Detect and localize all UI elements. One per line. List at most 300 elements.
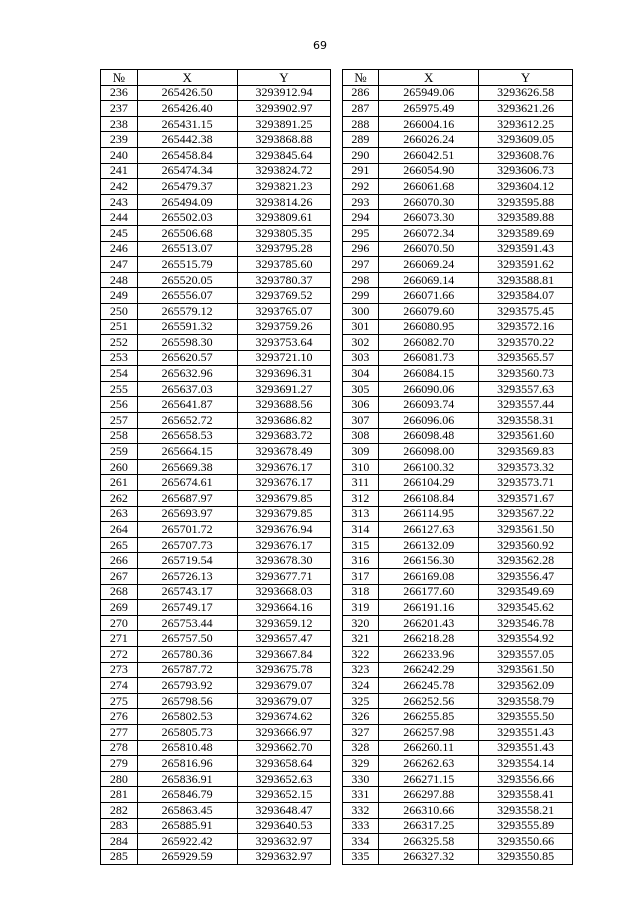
x-coordinate: 266218.28	[379, 631, 479, 647]
column-gap	[331, 646, 342, 662]
y-coordinate: 3293573.71	[479, 475, 573, 491]
point-number: 314	[342, 522, 379, 538]
table-row	[101, 381, 573, 397]
table-row	[101, 444, 573, 460]
x-coordinate: 266262.63	[379, 756, 479, 772]
point-number: 299	[342, 288, 379, 304]
y-coordinate: 3293632.97	[237, 834, 331, 850]
x-coordinate: 266191.16	[379, 600, 479, 616]
column-gap	[331, 537, 342, 553]
x-coordinate: 266127.63	[379, 522, 479, 538]
y-coordinate: 3293560.73	[479, 366, 573, 382]
table-row	[101, 802, 573, 818]
table-row	[101, 428, 573, 444]
point-number: 285	[101, 849, 138, 865]
y-coordinate: 3293595.88	[479, 194, 573, 210]
table-row	[101, 335, 573, 351]
y-coordinate: 3293677.71	[237, 569, 331, 585]
x-coordinate: 266096.06	[379, 413, 479, 429]
point-number: 275	[101, 693, 138, 709]
point-number: 330	[342, 771, 379, 787]
y-coordinate: 3293765.07	[237, 303, 331, 319]
y-coordinate: 3293675.78	[237, 662, 331, 678]
y-coordinate: 3293612.25	[479, 116, 573, 132]
x-coordinate: 265846.79	[137, 787, 237, 803]
y-coordinate: 3293668.03	[237, 584, 331, 600]
column-gap	[331, 724, 342, 740]
x-coordinate: 265726.13	[137, 569, 237, 585]
point-number: 326	[342, 709, 379, 725]
point-number: 237	[101, 101, 138, 117]
x-coordinate: 266090.06	[379, 381, 479, 397]
table-row	[101, 319, 573, 335]
x-coordinate: 265753.44	[137, 615, 237, 631]
point-number: 312	[342, 491, 379, 507]
y-coordinate: 3293902.97	[237, 101, 331, 117]
y-coordinate: 3293561.50	[479, 522, 573, 538]
y-coordinate: 3293555.50	[479, 709, 573, 725]
column-gap	[331, 101, 342, 117]
table-row	[101, 709, 573, 725]
y-coordinate: 3293604.12	[479, 179, 573, 195]
point-number: 253	[101, 350, 138, 366]
x-coordinate: 266252.56	[379, 693, 479, 709]
y-coordinate: 3293785.60	[237, 257, 331, 273]
y-coordinate: 3293591.43	[479, 241, 573, 257]
x-coordinate: 265664.15	[137, 444, 237, 460]
y-coordinate: 3293626.58	[479, 85, 573, 101]
y-coordinate: 3293658.64	[237, 756, 331, 772]
point-number: 329	[342, 756, 379, 772]
point-number: 315	[342, 537, 379, 553]
x-coordinate: 266177.60	[379, 584, 479, 600]
x-coordinate: 265506.68	[137, 225, 237, 241]
x-coordinate: 266071.66	[379, 288, 479, 304]
table-row	[101, 163, 573, 179]
y-coordinate: 3293608.76	[479, 147, 573, 163]
x-coordinate: 266026.24	[379, 132, 479, 148]
x-coordinate: 265757.50	[137, 631, 237, 647]
table-row	[101, 397, 573, 413]
x-coordinate: 266069.14	[379, 272, 479, 288]
x-coordinate: 265863.45	[137, 802, 237, 818]
point-number: 297	[342, 257, 379, 273]
point-number: 263	[101, 506, 138, 522]
point-number: 301	[342, 319, 379, 335]
point-number: 271	[101, 631, 138, 647]
x-coordinate: 266325.58	[379, 834, 479, 850]
column-gap	[331, 225, 342, 241]
x-coordinate: 266069.24	[379, 257, 479, 273]
column-gap	[331, 802, 342, 818]
point-number: 282	[101, 802, 138, 818]
table-row	[101, 506, 573, 522]
x-coordinate: 266073.30	[379, 210, 479, 226]
y-coordinate: 3293691.27	[237, 381, 331, 397]
column-gap	[331, 179, 342, 195]
y-coordinate: 3293551.43	[479, 724, 573, 740]
point-number: 334	[342, 834, 379, 850]
table-header-row	[101, 70, 573, 86]
column-gap	[331, 771, 342, 787]
x-coordinate: 266081.73	[379, 350, 479, 366]
x-coordinate: 265513.07	[137, 241, 237, 257]
point-number: 256	[101, 397, 138, 413]
x-coordinate: 266070.30	[379, 194, 479, 210]
x-coordinate: 265641.87	[137, 397, 237, 413]
y-coordinate: 3293569.83	[479, 444, 573, 460]
x-coordinate: 265885.91	[137, 818, 237, 834]
y-coordinate: 3293686.82	[237, 413, 331, 429]
point-number: 332	[342, 802, 379, 818]
y-coordinate: 3293609.05	[479, 132, 573, 148]
point-number: 280	[101, 771, 138, 787]
x-coordinate: 266042.51	[379, 147, 479, 163]
x-coordinate: 266070.50	[379, 241, 479, 257]
y-coordinate: 3293549.69	[479, 584, 573, 600]
y-coordinate: 3293648.47	[237, 802, 331, 818]
point-number: 262	[101, 491, 138, 507]
x-coordinate: 266233.96	[379, 646, 479, 662]
y-coordinate: 3293753.64	[237, 335, 331, 351]
point-number: 245	[101, 225, 138, 241]
y-coordinate: 3293679.07	[237, 693, 331, 709]
y-coordinate: 3293662.70	[237, 740, 331, 756]
table-row	[101, 662, 573, 678]
column-gap	[331, 241, 342, 257]
point-number: 318	[342, 584, 379, 600]
column-gap	[331, 257, 342, 273]
x-coordinate: 266061.68	[379, 179, 479, 195]
y-coordinate: 3293558.41	[479, 787, 573, 803]
point-number: 323	[342, 662, 379, 678]
x-coordinate: 266156.30	[379, 553, 479, 569]
point-number: 270	[101, 615, 138, 631]
x-coordinate: 266327.32	[379, 849, 479, 865]
table-row	[101, 646, 573, 662]
column-gap	[331, 428, 342, 444]
point-number: 276	[101, 709, 138, 725]
x-coordinate: 266082.70	[379, 335, 479, 351]
y-coordinate: 3293657.47	[237, 631, 331, 647]
point-number: 309	[342, 444, 379, 460]
y-coordinate: 3293676.17	[237, 537, 331, 553]
x-coordinate: 266084.15	[379, 366, 479, 382]
point-number: 265	[101, 537, 138, 553]
point-number: 254	[101, 366, 138, 382]
y-coordinate: 3293868.88	[237, 132, 331, 148]
point-number: 252	[101, 335, 138, 351]
y-coordinate: 3293565.57	[479, 350, 573, 366]
point-number: 304	[342, 366, 379, 382]
point-number: 321	[342, 631, 379, 647]
table-row	[101, 787, 573, 803]
point-number: 305	[342, 381, 379, 397]
x-coordinate: 266098.00	[379, 444, 479, 460]
x-coordinate: 266114.95	[379, 506, 479, 522]
point-number: 240	[101, 147, 138, 163]
point-number: 328	[342, 740, 379, 756]
x-coordinate: 265556.07	[137, 288, 237, 304]
point-number: 313	[342, 506, 379, 522]
y-coordinate: 3293546.78	[479, 615, 573, 631]
column-gap	[331, 631, 342, 647]
x-coordinate: 266093.74	[379, 397, 479, 413]
table-row	[101, 241, 573, 257]
point-number: 281	[101, 787, 138, 803]
point-number: 290	[342, 147, 379, 163]
y-coordinate: 3293809.61	[237, 210, 331, 226]
y-coordinate: 3293561.50	[479, 662, 573, 678]
point-number: 306	[342, 397, 379, 413]
y-coordinate: 3293545.62	[479, 600, 573, 616]
point-number: 261	[101, 475, 138, 491]
column-gap	[331, 600, 342, 616]
x-coordinate: 266100.32	[379, 459, 479, 475]
table-row	[101, 85, 573, 101]
x-coordinate: 266004.16	[379, 116, 479, 132]
y-coordinate: 3293551.43	[479, 740, 573, 756]
y-coordinate: 3293588.81	[479, 272, 573, 288]
point-number: 327	[342, 724, 379, 740]
point-number: 283	[101, 818, 138, 834]
x-coordinate: 265802.53	[137, 709, 237, 725]
x-coordinate: 265749.17	[137, 600, 237, 616]
table-row	[101, 849, 573, 865]
y-coordinate: 3293679.07	[237, 678, 331, 694]
y-coordinate: 3293555.89	[479, 818, 573, 834]
x-coordinate: 265922.42	[137, 834, 237, 850]
column-gap	[331, 740, 342, 756]
y-coordinate: 3293674.62	[237, 709, 331, 725]
point-number: 289	[342, 132, 379, 148]
x-coordinate: 265520.05	[137, 272, 237, 288]
page-number: 69	[313, 39, 327, 52]
point-number: 267	[101, 569, 138, 585]
y-coordinate: 3293652.15	[237, 787, 331, 803]
point-number: 250	[101, 303, 138, 319]
x-coordinate: 266257.98	[379, 724, 479, 740]
point-number: 322	[342, 646, 379, 662]
y-coordinate: 3293554.14	[479, 756, 573, 772]
y-coordinate: 3293589.88	[479, 210, 573, 226]
table-row	[101, 101, 573, 117]
point-number: 293	[342, 194, 379, 210]
point-number: 278	[101, 740, 138, 756]
y-coordinate: 3293824.72	[237, 163, 331, 179]
x-coordinate: 265632.96	[137, 366, 237, 382]
point-number: 241	[101, 163, 138, 179]
column-gap	[331, 85, 342, 101]
table-row	[101, 475, 573, 491]
column-gap	[331, 475, 342, 491]
point-number: 300	[342, 303, 379, 319]
point-number: 243	[101, 194, 138, 210]
x-coordinate: 265929.59	[137, 849, 237, 865]
x-coordinate: 266260.11	[379, 740, 479, 756]
column-gap	[331, 319, 342, 335]
y-coordinate: 3293676.17	[237, 475, 331, 491]
point-number: 311	[342, 475, 379, 491]
y-coordinate: 3293571.67	[479, 491, 573, 507]
column-gap	[331, 818, 342, 834]
column-gap	[331, 288, 342, 304]
y-coordinate: 3293664.16	[237, 600, 331, 616]
x-coordinate: 266242.29	[379, 662, 479, 678]
y-coordinate: 3293759.26	[237, 319, 331, 335]
table-row	[101, 257, 573, 273]
point-number: 246	[101, 241, 138, 257]
y-coordinate: 3293562.28	[479, 553, 573, 569]
header-x-left: X	[137, 70, 237, 86]
y-coordinate: 3293561.60	[479, 428, 573, 444]
table-row	[101, 288, 573, 304]
x-coordinate: 266255.85	[379, 709, 479, 725]
point-number: 259	[101, 444, 138, 460]
x-coordinate: 265687.97	[137, 491, 237, 507]
y-coordinate: 3293891.25	[237, 116, 331, 132]
column-gap	[331, 397, 342, 413]
x-coordinate: 266104.29	[379, 475, 479, 491]
y-coordinate: 3293572.16	[479, 319, 573, 335]
point-number: 269	[101, 600, 138, 616]
point-number: 317	[342, 569, 379, 585]
column-gap	[331, 444, 342, 460]
point-number: 238	[101, 116, 138, 132]
point-number: 236	[101, 85, 138, 101]
y-coordinate: 3293780.37	[237, 272, 331, 288]
x-coordinate: 265949.06	[379, 85, 479, 101]
y-coordinate: 3293589.69	[479, 225, 573, 241]
x-coordinate: 265579.12	[137, 303, 237, 319]
point-number: 247	[101, 257, 138, 273]
y-coordinate: 3293805.35	[237, 225, 331, 241]
point-number: 291	[342, 163, 379, 179]
x-coordinate: 265637.03	[137, 381, 237, 397]
y-coordinate: 3293696.31	[237, 366, 331, 382]
y-coordinate: 3293683.72	[237, 428, 331, 444]
column-gap	[331, 553, 342, 569]
y-coordinate: 3293562.09	[479, 678, 573, 694]
point-number: 298	[342, 272, 379, 288]
point-number: 255	[101, 381, 138, 397]
column-gap	[331, 147, 342, 163]
x-coordinate: 266054.90	[379, 163, 479, 179]
x-coordinate: 265810.48	[137, 740, 237, 756]
point-number: 310	[342, 459, 379, 475]
y-coordinate: 3293676.17	[237, 459, 331, 475]
x-coordinate: 265719.54	[137, 553, 237, 569]
x-coordinate: 265693.97	[137, 506, 237, 522]
y-coordinate: 3293554.92	[479, 631, 573, 647]
y-coordinate: 3293558.79	[479, 693, 573, 709]
table-row	[101, 818, 573, 834]
y-coordinate: 3293560.92	[479, 537, 573, 553]
y-coordinate: 3293621.26	[479, 101, 573, 117]
column-gap	[331, 849, 342, 865]
table-row	[101, 179, 573, 195]
table-body	[101, 85, 573, 865]
y-coordinate: 3293667.84	[237, 646, 331, 662]
table-row	[101, 225, 573, 241]
point-number: 273	[101, 662, 138, 678]
y-coordinate: 3293606.73	[479, 163, 573, 179]
point-number: 294	[342, 210, 379, 226]
header-y-right: Y	[479, 70, 573, 86]
table-row	[101, 569, 573, 585]
header-number-right: №	[342, 70, 379, 86]
x-coordinate: 265787.72	[137, 662, 237, 678]
x-coordinate: 265674.61	[137, 475, 237, 491]
point-number: 295	[342, 225, 379, 241]
column-gap	[331, 70, 342, 86]
table-row	[101, 537, 573, 553]
y-coordinate: 3293795.28	[237, 241, 331, 257]
y-coordinate: 3293659.12	[237, 615, 331, 631]
x-coordinate: 266245.78	[379, 678, 479, 694]
x-coordinate: 265591.32	[137, 319, 237, 335]
point-number: 335	[342, 849, 379, 865]
point-number: 292	[342, 179, 379, 195]
x-coordinate: 265598.30	[137, 335, 237, 351]
y-coordinate: 3293769.52	[237, 288, 331, 304]
x-coordinate: 266108.84	[379, 491, 479, 507]
x-coordinate: 265620.57	[137, 350, 237, 366]
y-coordinate: 3293640.53	[237, 818, 331, 834]
point-number: 302	[342, 335, 379, 351]
y-coordinate: 3293814.26	[237, 194, 331, 210]
x-coordinate: 265426.40	[137, 101, 237, 117]
y-coordinate: 3293550.66	[479, 834, 573, 850]
y-coordinate: 3293676.94	[237, 522, 331, 538]
column-gap	[331, 491, 342, 507]
table-row	[101, 272, 573, 288]
x-coordinate: 265502.03	[137, 210, 237, 226]
x-coordinate: 266310.66	[379, 802, 479, 818]
column-gap	[331, 366, 342, 382]
x-coordinate: 265816.96	[137, 756, 237, 772]
point-number: 272	[101, 646, 138, 662]
point-number: 316	[342, 553, 379, 569]
table-row	[101, 600, 573, 616]
x-coordinate: 265669.38	[137, 459, 237, 475]
x-coordinate: 265793.92	[137, 678, 237, 694]
column-gap	[331, 210, 342, 226]
point-number: 303	[342, 350, 379, 366]
x-coordinate: 265458.84	[137, 147, 237, 163]
x-coordinate: 265975.49	[379, 101, 479, 117]
x-coordinate: 265743.17	[137, 584, 237, 600]
table-row	[101, 147, 573, 163]
table-row	[101, 678, 573, 694]
y-coordinate: 3293570.22	[479, 335, 573, 351]
column-gap	[331, 834, 342, 850]
y-coordinate: 3293688.56	[237, 397, 331, 413]
column-gap	[331, 693, 342, 709]
table-row	[101, 366, 573, 382]
column-gap	[331, 569, 342, 585]
point-number: 242	[101, 179, 138, 195]
table-row	[101, 615, 573, 631]
table-row	[101, 740, 573, 756]
x-coordinate: 265479.37	[137, 179, 237, 195]
column-gap	[331, 459, 342, 475]
x-coordinate: 265474.34	[137, 163, 237, 179]
column-gap	[331, 116, 342, 132]
column-gap	[331, 787, 342, 803]
point-number: 307	[342, 413, 379, 429]
x-coordinate: 266072.34	[379, 225, 479, 241]
